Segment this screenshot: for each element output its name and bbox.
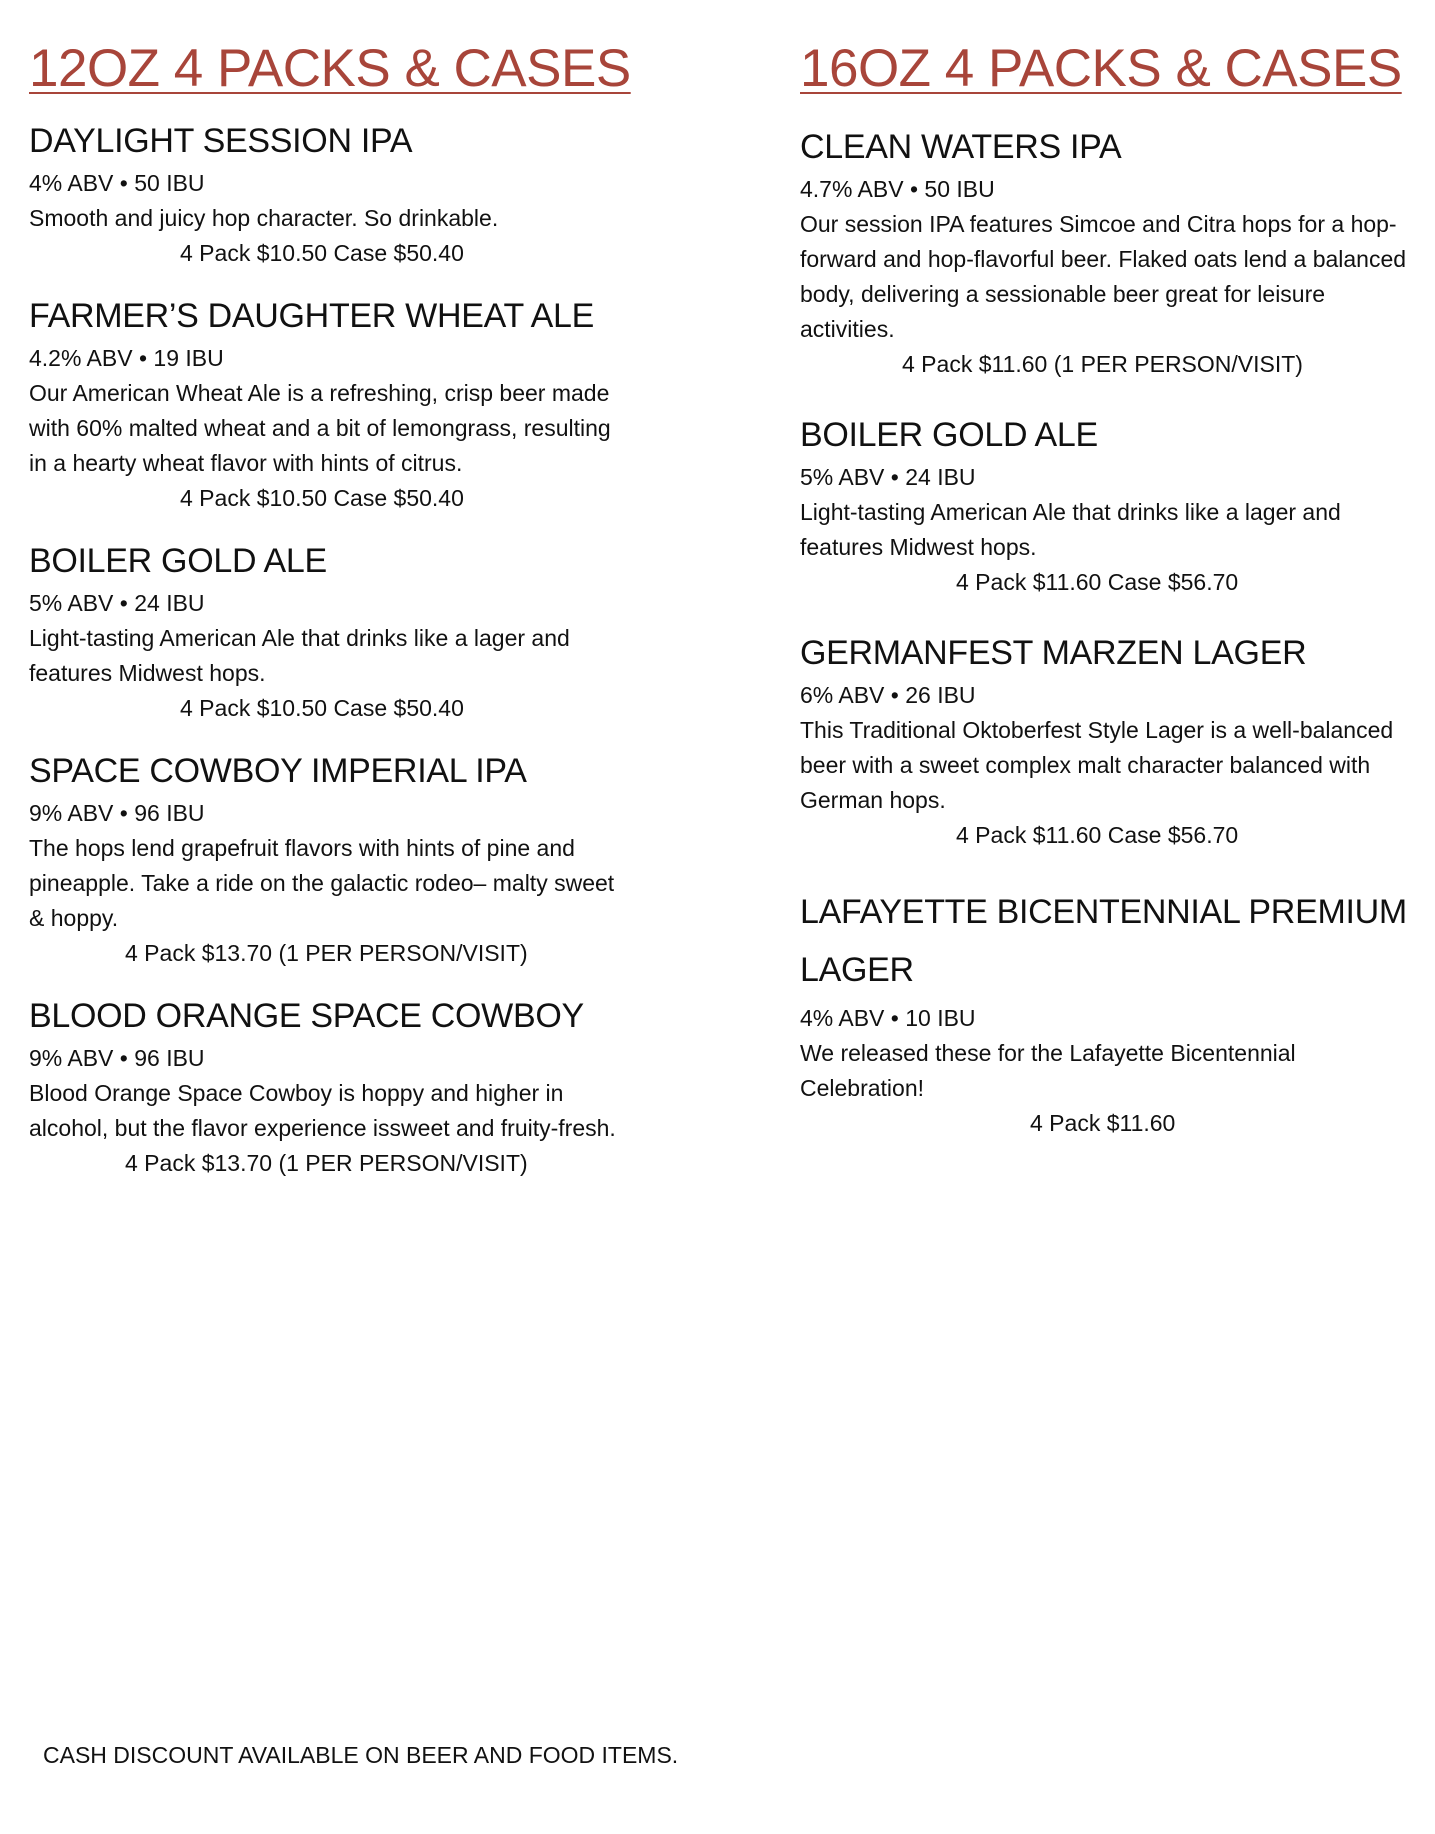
beer-name: BOILER GOLD ALE xyxy=(29,542,327,580)
beer-name: CLEAN WATERS IPA xyxy=(800,128,1122,166)
beer-description: Blood Orange Space Cowboy is hoppy and higher in alcohol, but the flavor experience issweet and fruity-fresh. xyxy=(29,1080,616,1141)
beer-stats: 5% ABV • 24 IBU xyxy=(800,464,976,490)
beer-item xyxy=(29,748,659,971)
beer-item xyxy=(800,412,1420,600)
right-column xyxy=(800,36,1420,1171)
beer-price: 4 Pack $11.60 Case $56.70 xyxy=(956,822,1239,848)
beer-item xyxy=(29,118,659,271)
beer-price: 4 Pack $10.50 Case $50.40 xyxy=(180,240,464,266)
beer-description: We released these for the Lafayette Bicentennial Celebration! xyxy=(800,1040,1296,1101)
beer-price: 4 Pack $11.60 (1 PER PERSON/VISIT) xyxy=(902,351,1303,377)
section-title-12oz: 12OZ 4 PACKS & CASES xyxy=(29,39,631,98)
beer-description: Our session IPA features Simcoe and Citra hops for a hop-forward and hop-flavorful beer. Flaked oats lend a balanced body, delivering a sessionable beer great for leisure activities. xyxy=(800,211,1407,342)
beer-price: 4 Pack $11.60 Case $56.70 xyxy=(956,569,1239,595)
beer-price: 4 Pack $13.70 (1 PER PERSON/VISIT) xyxy=(125,940,528,966)
beer-description: Light-tasting American Ale that drinks like a lager and features Midwest hops. xyxy=(800,499,1341,560)
beer-item xyxy=(800,630,1420,853)
beer-item xyxy=(29,293,659,516)
beer-description: Light-tasting American Ale that drinks like a lager and features Midwest hops. xyxy=(29,625,570,686)
beer-item xyxy=(29,538,659,726)
beer-stats: 4.7% ABV • 50 IBU xyxy=(800,176,995,202)
beer-price: 4 Pack $11.60 xyxy=(1030,1110,1176,1136)
beer-price: 4 Pack $10.50 Case $50.40 xyxy=(180,485,464,511)
beer-name: FARMER’S DAUGHTER WHEAT ALE xyxy=(29,297,594,335)
beer-item xyxy=(800,124,1420,382)
beer-stats: 5% ABV • 24 IBU xyxy=(29,590,205,616)
beer-stats: 9% ABV • 96 IBU xyxy=(29,800,205,826)
beer-item xyxy=(800,883,1420,1141)
beer-name: SPACE COWBOY IMPERIAL IPA xyxy=(29,752,527,790)
beer-description: This Traditional Oktoberfest Style Lager is a well-balanced beer with a sweet complex malt character balanced with German hops. xyxy=(800,717,1394,813)
beer-stats: 4.2% ABV • 19 IBU xyxy=(29,345,224,371)
beer-stats: 9% ABV • 96 IBU xyxy=(29,1045,205,1071)
beer-price: 4 Pack $10.50 Case $50.40 xyxy=(180,695,464,721)
beer-stats: 4% ABV • 50 IBU xyxy=(29,170,205,196)
beer-stats: 6% ABV • 26 IBU xyxy=(800,682,976,708)
cash-discount-note: CASH DISCOUNT AVAILABLE ON BEER AND FOOD ITEMS. xyxy=(43,1742,679,1768)
left-column xyxy=(29,36,659,1203)
beer-description: Smooth and juicy hop character. So drinkable. xyxy=(29,205,499,231)
beer-name: GERMANFEST MARZEN LAGER xyxy=(800,634,1307,672)
beer-item xyxy=(29,993,659,1181)
beer-stats: 4% ABV • 10 IBU xyxy=(800,1005,976,1031)
beer-name: LAFAYETTE BICENTENNIAL PREMIUM LAGER xyxy=(800,893,1407,989)
beer-name: DAYLIGHT SESSION IPA xyxy=(29,122,413,160)
beer-name: BOILER GOLD ALE xyxy=(800,416,1098,454)
section-title-16oz: 16OZ 4 PACKS & CASES xyxy=(800,39,1402,98)
beer-description: Our American Wheat Ale is a refreshing, crisp beer made with 60% malted wheat and a bit of lemongrass, resulting in a hearty wheat flavor with hints of citrus. xyxy=(29,380,611,476)
beer-price: 4 Pack $13.70 (1 PER PERSON/VISIT) xyxy=(125,1150,528,1176)
beer-description: The hops lend grapefruit flavors with hints of pine and pineapple. Take a ride on the galactic rodeo– malty sweet & hoppy. xyxy=(29,835,615,931)
beer-name: BLOOD ORANGE SPACE COWBOY xyxy=(29,997,584,1035)
